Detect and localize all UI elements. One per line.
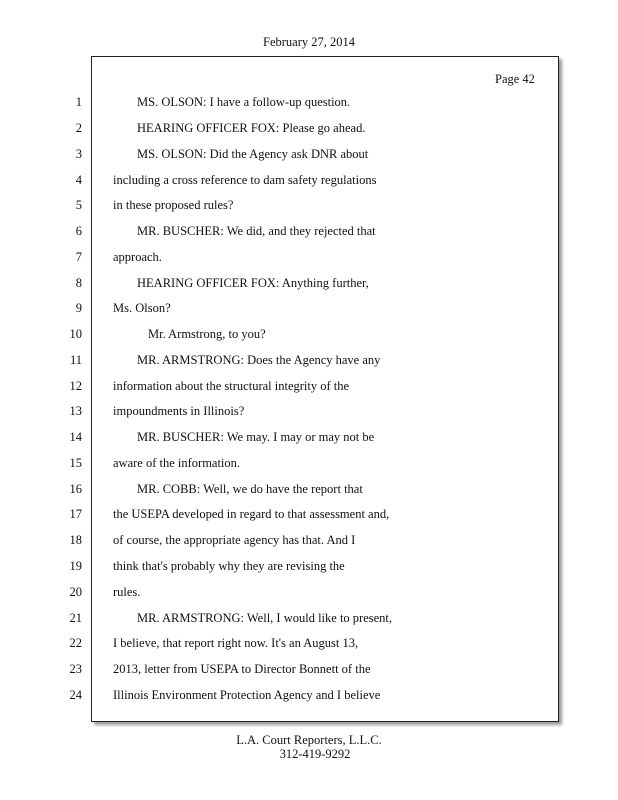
transcript-line: [0, 507, 618, 527]
line-number: 17: [69, 507, 82, 521]
transcript-line: [0, 559, 618, 579]
line-number: 4: [75, 173, 82, 187]
transcript-line: [0, 327, 618, 347]
line-text: MR. ARMSTRONG: Well, I would like to present,: [137, 611, 393, 625]
line-text: information about the structural integrity of the: [113, 379, 350, 393]
line-text: Mr. Armstrong, to you?: [148, 327, 266, 341]
transcript-line: [0, 379, 618, 399]
line-text: I believe, that report right now. It's an August 13,: [113, 636, 359, 650]
transcript-date: February 27, 2014: [263, 35, 355, 49]
transcript-line: [0, 95, 618, 115]
transcript-line: [0, 611, 618, 631]
page-number: Page 42: [495, 72, 535, 86]
line-text: approach.: [113, 250, 162, 264]
line-number: 6: [75, 224, 82, 238]
line-text: aware of the information.: [113, 456, 241, 470]
line-number: 7: [75, 250, 82, 264]
reporter-company: L.A. Court Reporters, L.L.C.: [236, 733, 382, 747]
transcript-line: [0, 276, 618, 296]
line-text: MS. OLSON: Did the Agency ask DNR about: [137, 147, 369, 161]
line-number: 20: [69, 585, 82, 599]
transcript-line: [0, 430, 618, 450]
line-text: HEARING OFFICER FOX: Please go ahead.: [137, 121, 366, 135]
line-text: including a cross reference to dam safety regulations: [113, 173, 377, 187]
line-text: MR. COBB: Well, we do have the report that: [137, 482, 363, 496]
transcript-line: [0, 404, 618, 424]
line-number: 21: [69, 611, 82, 625]
line-number: 16: [69, 482, 82, 496]
line-number: 5: [75, 198, 82, 212]
line-number: 19: [69, 559, 82, 573]
line-text: think that's probably why they are revising the: [113, 559, 345, 573]
line-number: 18: [69, 533, 82, 547]
transcript-line: [0, 250, 618, 270]
line-number: 1: [75, 95, 82, 109]
line-number: 22: [69, 636, 82, 650]
line-number: 8: [75, 276, 82, 290]
line-number: 23: [69, 662, 82, 676]
line-text: HEARING OFFICER FOX: Anything further,: [137, 276, 369, 290]
transcript-line: [0, 482, 618, 502]
transcript-line: [0, 224, 618, 244]
line-number: 2: [75, 121, 82, 135]
line-text: 2013, letter from USEPA to Director Bonnett of the: [113, 662, 371, 676]
line-number: 3: [75, 147, 82, 161]
transcript-line: [0, 147, 618, 167]
footer: [0, 733, 618, 761]
line-number: 13: [69, 404, 82, 418]
transcript-line: [0, 585, 618, 605]
line-number: 9: [75, 301, 82, 315]
transcript-line: [0, 533, 618, 553]
line-text: Illinois Environment Protection Agency and I believe: [113, 688, 381, 702]
line-text: MR. BUSCHER: We may. I may or may not be: [137, 430, 375, 444]
line-number: 24: [69, 688, 82, 702]
line-text: rules.: [113, 585, 141, 599]
line-number: 15: [69, 456, 82, 470]
line-text: MS. OLSON: I have a follow-up question.: [137, 95, 351, 109]
reporter-phone: 312-419-9292: [279, 747, 351, 761]
transcript-line: [0, 456, 618, 476]
transcript-line: [0, 198, 618, 218]
line-text: MR. BUSCHER: We did, and they rejected that: [137, 224, 376, 238]
line-text: of course, the appropriate agency has that. And I: [113, 533, 356, 547]
line-text: impoundments in Illinois?: [113, 404, 245, 418]
line-text: the USEPA developed in regard to that assessment and,: [113, 507, 390, 521]
transcript-line: [0, 173, 618, 193]
line-number: 11: [69, 353, 82, 367]
transcript-line: [0, 636, 618, 656]
line-text: Ms. Olson?: [113, 301, 171, 315]
transcript-line: [0, 662, 618, 682]
line-number: 12: [69, 379, 82, 393]
line-text: MR. ARMSTRONG: Does the Agency have any: [137, 353, 381, 367]
line-number: 14: [69, 430, 82, 444]
transcript-line: [0, 688, 618, 708]
transcript-line: [0, 353, 618, 373]
line-text: in these proposed rules?: [113, 198, 234, 212]
transcript-line: [0, 121, 618, 141]
transcript-line: [0, 301, 618, 321]
line-number: 10: [69, 327, 82, 341]
